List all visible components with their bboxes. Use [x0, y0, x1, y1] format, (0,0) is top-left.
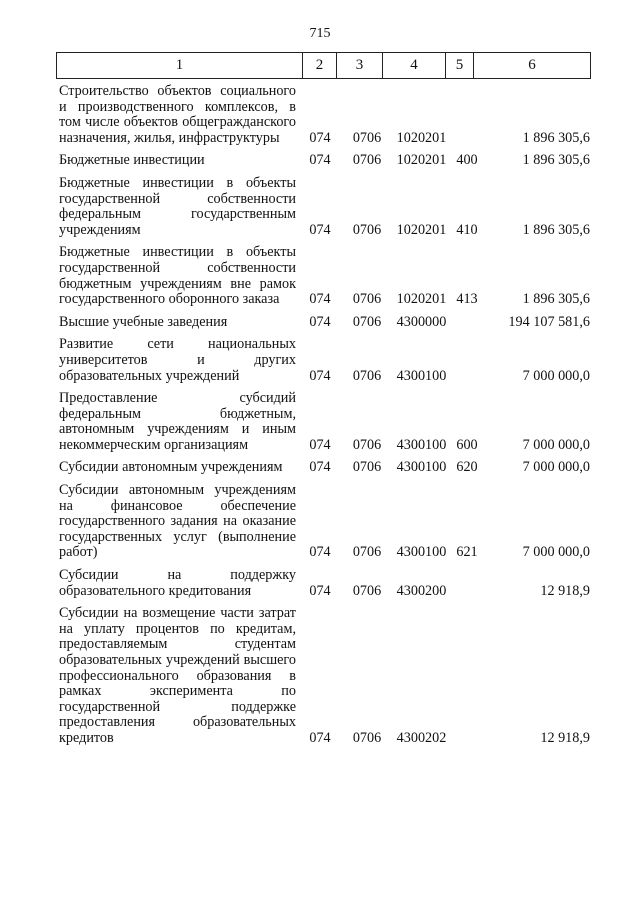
row-amount: 7 000 000,0: [522, 459, 590, 476]
row-ministry-code: 074: [309, 129, 331, 146]
row-ministry-code: 074: [309, 582, 331, 599]
row-ministry-code: 074: [309, 291, 331, 308]
table-row: [56, 176, 590, 238]
row-name: Бюджетные инвестиции в объекты государственной собственности бюджетным учреждениям вне рамок государственного оборонного заказа: [59, 244, 296, 308]
column-header-4: 4: [383, 53, 446, 79]
row-section-code: 0706: [352, 582, 382, 599]
row-type-code: 413: [456, 291, 478, 308]
row-type-code: 400: [456, 152, 478, 169]
row-section-code: 0706: [352, 729, 382, 746]
row-section-code: 0706: [352, 129, 382, 146]
row-target-code: 4300202: [396, 729, 447, 746]
row-amount: 7 000 000,0: [522, 436, 590, 453]
table-row: [56, 245, 590, 307]
row-section-code: 0706: [352, 152, 382, 169]
table-row: [56, 568, 590, 599]
row-amount: 7 000 000,0: [522, 544, 590, 561]
row-target-code: 1020201: [396, 221, 447, 238]
table-row: [56, 460, 590, 476]
column-header-row: [57, 53, 591, 79]
row-name: Субсидии автономным учреждениям: [59, 459, 283, 476]
row-section-code: 0706: [352, 436, 382, 453]
row-amount: 12 918,9: [540, 729, 590, 746]
column-header-5: 5: [446, 53, 474, 79]
row-target-code: 1020201: [396, 291, 447, 308]
row-section-code: 0706: [352, 367, 382, 384]
row-ministry-code: 074: [309, 459, 331, 476]
row-target-code: 4300000: [396, 313, 447, 330]
row-target-code: 4300100: [396, 436, 447, 453]
row-ministry-code: 074: [309, 436, 331, 453]
row-type-code: 620: [456, 459, 478, 476]
budget-rows: [56, 84, 590, 754]
row-ministry-code: 074: [309, 152, 331, 169]
table-row: [56, 391, 590, 453]
row-ministry-code: 074: [309, 544, 331, 561]
row-section-code: 0706: [352, 544, 382, 561]
table-row: [56, 153, 590, 169]
row-type-code: 621: [456, 544, 478, 561]
table-row: [56, 84, 590, 146]
row-amount: 194 107 581,6: [508, 313, 590, 330]
row-target-code: 1020201: [396, 152, 447, 169]
table-row: [56, 606, 590, 746]
row-amount: 1 896 305,6: [522, 291, 590, 308]
row-target-code: 4300200: [396, 582, 447, 599]
column-header-table: [56, 52, 591, 79]
row-type-code: 600: [456, 436, 478, 453]
row-name: Предоставление субсидий федеральным бюджетным, автономным учреждениям и иным некоммерческим организациям: [59, 390, 296, 453]
row-type-code: 410: [456, 221, 478, 238]
page-number: 715: [309, 26, 331, 41]
row-ministry-code: 074: [309, 221, 331, 238]
table-row: [56, 483, 590, 561]
row-name: Субсидии на возмещение части затрат на уплату процентов по кредитам, предоставляемым студентам образовательных учреждений высшего профессионального образования в рамках эксперимента по государственной поддержке предоставления образовательных кредитов: [59, 605, 296, 746]
row-name: Строительство объектов социального и производственного комплексов, в том числе объектов общегражданского назначения, жилья, инфраструктуры: [59, 83, 296, 146]
column-header-2: 2: [303, 53, 337, 79]
row-name: Субсидии автономным учреждениям на финансовое обеспечение государственного задания на оказание государственных услуг (выполнение работ): [59, 482, 296, 561]
row-amount: 1 896 305,6: [522, 221, 590, 238]
row-ministry-code: 074: [309, 729, 331, 746]
row-name: Развитие сети национальных университетов и других образовательных учреждений: [59, 336, 296, 384]
row-section-code: 0706: [352, 291, 382, 308]
row-name: Высшие учебные заведения: [59, 313, 228, 330]
row-section-code: 0706: [352, 313, 382, 330]
row-name: Бюджетные инвестиции в объекты государственной собственности федеральным государственным учреждениям: [59, 174, 296, 238]
row-ministry-code: 074: [309, 367, 331, 384]
row-amount: 7 000 000,0: [522, 367, 590, 384]
column-header-6: 6: [474, 53, 591, 79]
row-section-code: 0706: [352, 221, 382, 238]
row-name: Субсидии на поддержку образовательного кредитования: [59, 567, 296, 599]
row-target-code: 1020201: [396, 129, 447, 146]
table-row: [56, 337, 590, 384]
table-row: [56, 315, 590, 331]
row-target-code: 4300100: [396, 367, 447, 384]
row-ministry-code: 074: [309, 313, 331, 330]
row-name: Бюджетные инвестиции: [59, 152, 205, 169]
row-amount: 12 918,9: [540, 582, 590, 599]
row-amount: 1 896 305,6: [522, 152, 590, 169]
row-section-code: 0706: [352, 459, 382, 476]
row-amount: 1 896 305,6: [522, 129, 590, 146]
column-header-3: 3: [337, 53, 383, 79]
row-target-code: 4300100: [396, 459, 447, 476]
row-target-code: 4300100: [396, 544, 447, 561]
column-header-1: 1: [57, 53, 303, 79]
